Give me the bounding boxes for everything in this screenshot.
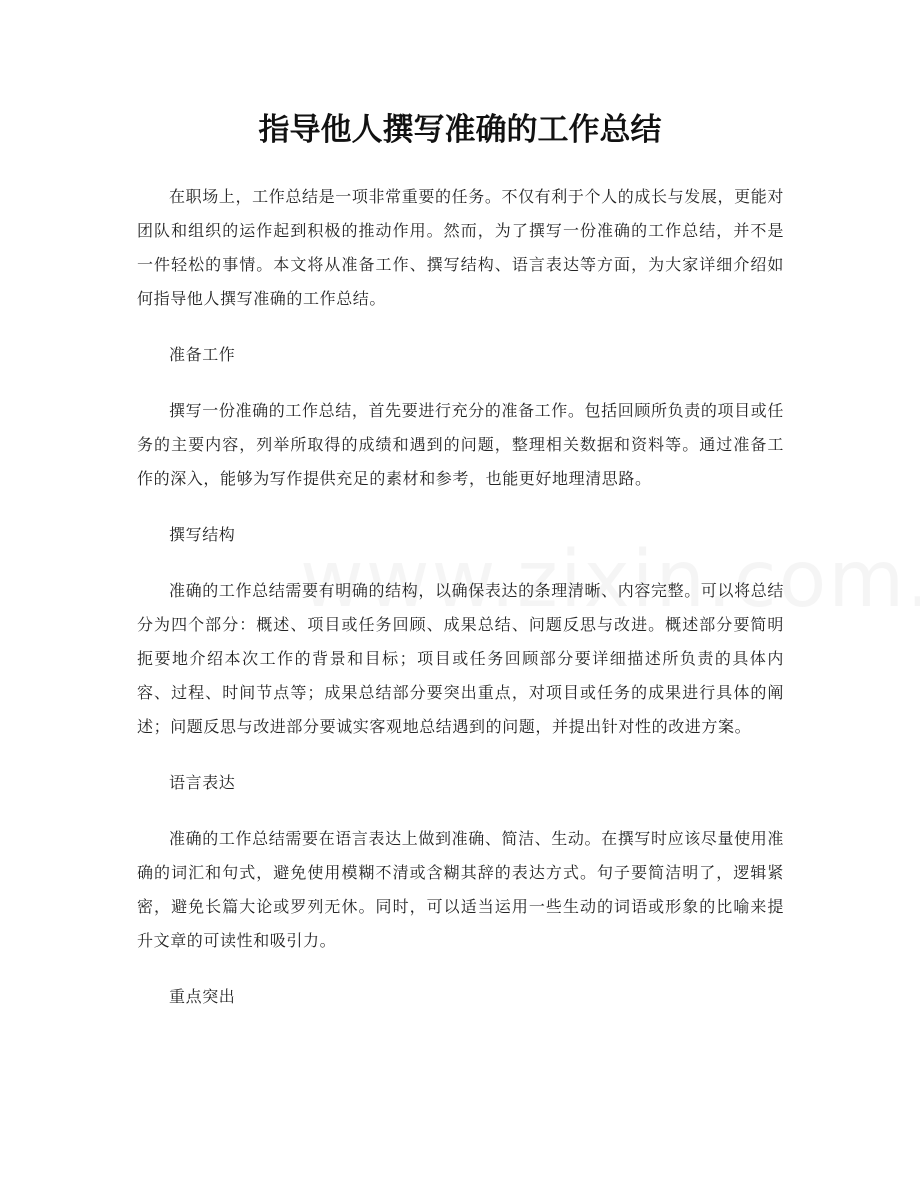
preparation-paragraph: 撰写一份准确的工作总结，首先要进行充分的准备工作。包括回顾所负责的项目或任务的主要内容，列举所取得的成绩和遇到的问题，整理相关数据和资料等。通过准备工作的深入，能够为写作提供充足的素材和参考，也能更好地理清思路。 [137,401,784,488]
document-title: 指导他人撰写准确的工作总结 [258,112,662,148]
section-heading-preparation: 准备工作 [169,345,236,364]
language-paragraph: 准确的工作总结需要在语言表达上做到准确、简洁、生动。在撰写时应该尽量使用准确的词汇和句式，避免使用模糊不清或含糊其辞的表达方式。句子要简洁明了，逻辑紧密，避免长篇大论或罗列无休。同时，可以适当运用一些生动的词语或形象的比喻来提升文章的可读性和吸引力。 [137,829,784,950]
document-body [137,180,784,1036]
section-heading-structure: 撰写结构 [169,525,236,544]
intro-paragraph: 在职场上，工作总结是一项非常重要的任务。不仅有利于个人的成长与发展，更能对团队和组织的运作起到积极的推动作用。然而，为了撰写一份准确的工作总结，并不是一件轻松的事情。本文将从准备工作、撰写结构、语言表达等方面，为大家详细介绍如何指导他人撰写准确的工作总结。 [137,187,784,308]
section-heading-language: 语言表达 [169,773,236,792]
section-heading-highlight: 重点突出 [169,987,236,1006]
structure-paragraph: 准确的工作总结需要有明确的结构，以确保表达的条理清晰、内容完整。可以将总结分为四个部分：概述、项目或任务回顾、成果总结、问题反思与改进。概述部分要简明扼要地介绍本次工作的背景和目标；项目或任务回顾部分要详细描述所负责的具体内容、过程、时间节点等；成果总结部分要突出重点，对项目或任务的成果进行具体的阐述；问题反思与改进部分要诚实客观地总结遇到的问题，并提出针对性的改进方案。 [137,581,784,736]
